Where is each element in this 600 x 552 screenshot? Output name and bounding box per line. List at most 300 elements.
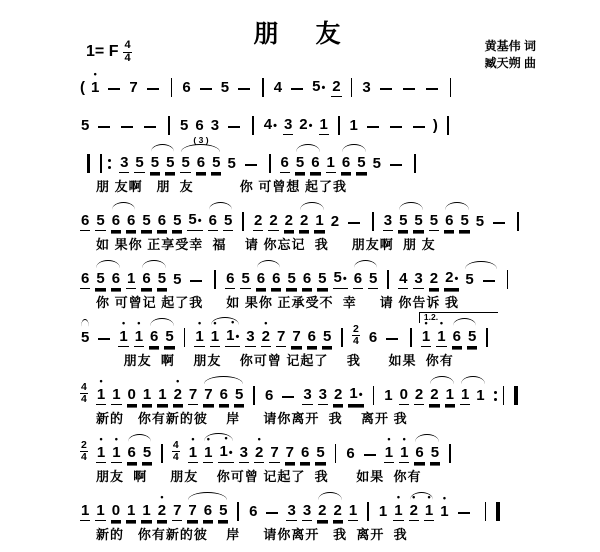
- barline: [503, 386, 505, 405]
- held-note-dash: [364, 454, 376, 456]
- note: 6: [111, 212, 121, 229]
- system: [80, 430, 596, 483]
- slur-arc: [409, 502, 435, 521]
- note: 6: [272, 270, 281, 287]
- note: 5 •: [311, 78, 326, 97]
- notation-line: [80, 430, 596, 463]
- note: 3: [283, 116, 293, 133]
- barline: [242, 212, 244, 231]
- note: 5: [212, 154, 221, 171]
- barline: [496, 502, 499, 521]
- note: 3: [287, 502, 296, 519]
- time-signature: [352, 324, 360, 347]
- slur-arc: [444, 212, 470, 231]
- slur-arc: [149, 328, 175, 347]
- note: • 1: [384, 444, 394, 463]
- notation-line: [80, 372, 596, 405]
- note: 7: [173, 502, 182, 519]
- note: 5: [96, 270, 105, 287]
- time-signature: [172, 440, 180, 463]
- note: 5: [227, 155, 236, 172]
- note: 6: [127, 444, 136, 461]
- note: 3: [414, 270, 423, 287]
- note: 5: [181, 154, 190, 171]
- note: 1: [348, 502, 358, 519]
- barline: [414, 154, 416, 173]
- note: 6: [256, 270, 266, 287]
- key-label: 1= F: [86, 43, 119, 61]
- slur-arc: [414, 444, 440, 463]
- note: 6: [301, 444, 310, 461]
- note: 5: [475, 213, 485, 230]
- held-note-dash: [348, 222, 360, 224]
- note: • 1 •: [225, 327, 240, 347]
- note: 2 •: [298, 116, 313, 135]
- note: 6: [219, 386, 228, 403]
- held-note-dash: [380, 88, 392, 90]
- barline: [269, 154, 271, 173]
- barline: [387, 270, 389, 289]
- held-note-dash: [98, 338, 110, 340]
- note: 6: [226, 270, 235, 287]
- note: • 2: [157, 502, 167, 521]
- note: 6: [368, 329, 378, 346]
- slur-arc: [353, 270, 379, 289]
- slur-arc: [111, 212, 137, 231]
- note: 5: [173, 271, 182, 288]
- slur-arc: [141, 270, 167, 289]
- note: 5: [81, 117, 90, 134]
- slur-arc: [398, 212, 424, 231]
- note: 2: [333, 502, 342, 519]
- system: [80, 135, 596, 194]
- barline: [87, 154, 90, 173]
- slur-arc: [452, 328, 478, 347]
- note: • 2: [261, 328, 271, 347]
- note: 2: [318, 502, 327, 519]
- time-top: 4: [172, 438, 179, 451]
- note: • 1: [96, 444, 106, 463]
- note: • 1: [210, 328, 220, 347]
- slur-arc: [150, 154, 176, 173]
- note: 5: [234, 386, 244, 403]
- note: • 2: [409, 502, 419, 521]
- held-note-dash: [386, 338, 398, 340]
- lyricist-credit: 黄基伟 词: [484, 39, 536, 53]
- note: 5: [220, 79, 230, 96]
- note: 2: [300, 212, 309, 229]
- slur-arc: [95, 270, 121, 289]
- note: 4: [273, 79, 283, 96]
- triplet-label: ( 3 ): [193, 136, 208, 145]
- held-note-dash: [483, 280, 495, 282]
- slur-arc: [203, 443, 234, 463]
- note: 6: [111, 270, 121, 287]
- time-bottom: 4: [81, 392, 87, 405]
- note: 6: [311, 154, 320, 171]
- song-title: 朋 友: [253, 20, 347, 48]
- time-top: 2: [81, 438, 87, 451]
- note: 2: [430, 386, 439, 403]
- note: 2: [269, 212, 278, 229]
- barline: [517, 212, 519, 231]
- slur-arc: [341, 154, 367, 173]
- repeat-end: [494, 386, 522, 405]
- held-note-dash: [266, 512, 278, 514]
- intro-paren: ): [432, 117, 438, 134]
- barline: [253, 386, 255, 405]
- time-bottom: 4: [353, 334, 359, 347]
- note: 6: [445, 212, 454, 229]
- repeat-begin: [83, 154, 111, 173]
- notation-line: [80, 256, 596, 289]
- barline: [252, 116, 254, 135]
- note: 5: [316, 444, 325, 461]
- system: [80, 488, 596, 541]
- time-signature-main: [123, 40, 131, 64]
- slur-arc: [317, 502, 343, 521]
- note: 2: [253, 212, 263, 229]
- time-bottom: 4: [81, 450, 87, 463]
- slur-arc: [295, 154, 321, 173]
- note: 5: [429, 212, 439, 229]
- note: 0: [127, 386, 136, 403]
- barline: [450, 78, 452, 97]
- barline: [367, 502, 369, 521]
- note: 3: [120, 154, 129, 171]
- system: [80, 372, 596, 425]
- note: • 1: [439, 503, 449, 521]
- slur-arc: [256, 270, 282, 289]
- note: 6: [195, 117, 204, 134]
- time-top: 4: [81, 380, 87, 393]
- note: 5: [223, 212, 233, 229]
- note: 5: [165, 328, 174, 345]
- note: 7: [188, 502, 197, 519]
- note: 6: [249, 503, 258, 520]
- system: [80, 314, 596, 367]
- note: 5: [372, 155, 381, 172]
- note: 1: [378, 503, 388, 520]
- system: [80, 102, 596, 135]
- note: 4 •: [263, 116, 278, 135]
- note: 5: [135, 154, 144, 171]
- note: • 1: [134, 328, 144, 347]
- barline: [341, 328, 343, 347]
- barline: [373, 386, 375, 405]
- note: • 1: [203, 444, 213, 463]
- note: 5: [219, 502, 228, 519]
- note: 6: [81, 212, 90, 229]
- held-note-dash: [98, 126, 110, 128]
- note: 3: [303, 386, 312, 403]
- system: [80, 64, 596, 97]
- note: 5: [465, 271, 474, 288]
- note: 5: [142, 212, 151, 229]
- notation-line: [80, 64, 596, 97]
- note: 2: [414, 386, 424, 403]
- note: 7: [204, 386, 213, 403]
- note: 5: [96, 212, 105, 229]
- held-note-dash: [245, 164, 257, 166]
- time-signature: [80, 440, 88, 463]
- note: • 1: [436, 328, 446, 347]
- lyrics-line: 新的 你有新的彼 岸 请你离开 我 离开 我: [96, 527, 408, 542]
- held-note-dash: [200, 88, 212, 90]
- note: 1 •: [348, 385, 363, 405]
- score-area: [80, 64, 596, 546]
- time-top: 2: [353, 322, 359, 335]
- barline: [351, 78, 353, 97]
- note: 1: [445, 386, 454, 403]
- note: 1: [142, 386, 152, 403]
- lyrics-line: 如 果你 正享受幸 福 请 你忘记 我 朋友啊 朋 友: [96, 237, 436, 252]
- note: 6: [346, 445, 355, 462]
- slur-arc: [187, 502, 228, 521]
- barline: [262, 78, 264, 97]
- note: 4: [399, 270, 408, 287]
- note: 5: [460, 212, 469, 229]
- note: 6: [127, 212, 136, 229]
- note: 1: [112, 386, 121, 403]
- note: 6: [142, 270, 151, 287]
- note: 3: [239, 444, 248, 461]
- note: 6: [353, 270, 363, 287]
- note: 6: [208, 212, 217, 229]
- held-note-dash: [228, 126, 240, 128]
- barline: [447, 116, 449, 135]
- intro-paren: (: [80, 79, 85, 96]
- lyrics-line: 新的 你有新的彼 岸 请你离开 我 离开 我: [96, 411, 408, 426]
- note: • 2: [173, 386, 183, 405]
- note: 1: [460, 386, 470, 403]
- note: 1: [326, 154, 335, 171]
- final-barline: [481, 502, 504, 521]
- note: 3: [362, 79, 371, 96]
- note: 3: [246, 328, 255, 345]
- note: 7: [292, 328, 301, 345]
- notation-line: [80, 198, 596, 231]
- held-note-dash: [367, 126, 379, 128]
- note: 5: [295, 154, 305, 171]
- note: 1: [384, 387, 393, 404]
- note: • 1 •: [218, 443, 233, 463]
- held-note-dash: [426, 88, 438, 90]
- held-note-dash: [458, 512, 470, 514]
- note: • 1: [194, 328, 204, 347]
- note: • 1: [393, 502, 403, 521]
- note: 5: [318, 270, 327, 287]
- note: 2: [284, 212, 294, 229]
- time-signature: [80, 382, 88, 405]
- held-note-dash: [121, 126, 133, 128]
- lyrics-line: 朋友 啊 朋友 你可曾 记起了 我 如果 你有: [96, 353, 454, 368]
- note: 3: [302, 502, 312, 519]
- held-note-dash: [291, 88, 303, 90]
- slur-arc: [460, 386, 486, 405]
- note: 6: [196, 154, 206, 171]
- system: [80, 256, 596, 309]
- time-bottom: 4: [124, 51, 131, 64]
- note: 5: [81, 329, 90, 346]
- note: 0: [399, 386, 408, 403]
- note: • 1: [111, 444, 121, 463]
- note: • 1: [188, 444, 198, 463]
- note: • 1: [424, 502, 434, 521]
- note: 7: [276, 328, 286, 345]
- note: • 1: [96, 386, 106, 405]
- note: 5: [180, 117, 189, 134]
- barline: [171, 78, 173, 97]
- note: 6: [157, 212, 167, 229]
- note: 5: [323, 328, 332, 345]
- barline: [168, 116, 170, 135]
- note: 0: [111, 502, 121, 519]
- note: • 1: [118, 328, 128, 347]
- note: 5: [357, 154, 366, 171]
- note: 7: [129, 79, 138, 96]
- slur-arc: [429, 386, 455, 405]
- notation-line: [80, 488, 596, 521]
- slur-arc: [127, 444, 153, 463]
- note: 6: [203, 502, 213, 519]
- note: 6: [182, 79, 191, 96]
- note: 2: [332, 78, 341, 95]
- held-note-dash: [147, 88, 159, 90]
- note: 5: [142, 444, 152, 461]
- lyrics-line: 朋 友啊 朋 友 你 可曾想 起了我: [96, 179, 348, 194]
- note: 5: [414, 212, 423, 229]
- note: 6: [341, 154, 351, 171]
- note: 1: [142, 502, 151, 519]
- note: 2 •: [444, 269, 459, 289]
- slur-arc: [299, 212, 325, 231]
- note: • 1: [421, 328, 431, 347]
- note: 6: [150, 328, 159, 345]
- held-note-dash: [238, 88, 250, 90]
- held-note-dash: [390, 164, 402, 166]
- barline: [486, 328, 488, 347]
- note: 6: [302, 270, 312, 287]
- held-note-dash: [413, 126, 425, 128]
- note: 3: [383, 212, 393, 229]
- triplet-group: [180, 135, 221, 173]
- note: 5 •: [187, 211, 202, 231]
- note: 1: [158, 386, 167, 403]
- held-note-dash: [403, 88, 415, 90]
- barline: [214, 270, 216, 289]
- note: 5: [173, 212, 182, 229]
- barline: [237, 502, 239, 521]
- notation-line: [80, 135, 596, 173]
- barline: [514, 386, 517, 405]
- slur-arc: [80, 329, 90, 347]
- volta-label: 1.2.: [423, 312, 439, 322]
- notation-line: [80, 102, 596, 135]
- note: 2: [334, 386, 343, 403]
- repeat-dots: [108, 154, 111, 173]
- note: 3: [210, 117, 220, 134]
- system: [80, 198, 596, 251]
- held-note-dash: [282, 396, 294, 398]
- note: 2: [330, 213, 340, 230]
- barline: [100, 154, 102, 173]
- slur-arc: [464, 271, 497, 289]
- barline: [485, 502, 487, 521]
- note: 6: [415, 444, 424, 461]
- note: 5: [241, 270, 250, 287]
- barline: [449, 444, 451, 463]
- held-note-dash: [144, 126, 156, 128]
- note: 6: [280, 154, 289, 171]
- note: 5: [369, 270, 378, 287]
- note: 7: [285, 444, 295, 461]
- lyrics-line: 朋友 啊 朋友 你可曾 记起了 我 如果 你有: [96, 469, 422, 484]
- note: 7: [270, 444, 279, 461]
- time-top: 4: [124, 39, 131, 51]
- held-note-dash: [493, 222, 505, 224]
- key-signature: [86, 40, 132, 64]
- time-bottom: 4: [172, 450, 179, 463]
- slur-arc: [203, 386, 244, 405]
- note: 5 •: [333, 269, 348, 289]
- note: 6: [81, 270, 90, 287]
- barline: [184, 328, 186, 347]
- barline: [161, 444, 163, 463]
- note: 5: [287, 270, 296, 287]
- note: • 1: [399, 444, 409, 463]
- repeat-dots: [494, 386, 497, 405]
- note: 6: [307, 328, 317, 345]
- slur-arc: [210, 327, 241, 347]
- note: 1: [315, 212, 324, 229]
- barline: [410, 328, 412, 347]
- note: 6: [452, 328, 461, 345]
- note: 1: [81, 502, 90, 519]
- held-note-dash: [108, 88, 120, 90]
- lyrics-line: 你 可曾记 起了我 如 果你 正承受不 幸 请 你告诉 我: [96, 295, 460, 310]
- held-note-dash: [390, 126, 402, 128]
- barline: [507, 270, 509, 289]
- barline: [338, 116, 340, 135]
- note: 5: [157, 270, 167, 287]
- note: 1: [127, 270, 136, 287]
- note: 1: [96, 502, 105, 519]
- note: 1: [319, 116, 328, 133]
- note: 6: [264, 387, 274, 404]
- volta-bracket: [421, 312, 492, 347]
- composer-credit: 臧天朔 曲: [484, 56, 536, 71]
- note: 2: [429, 270, 439, 287]
- note: 5: [150, 154, 160, 171]
- held-note-dash: [190, 280, 202, 282]
- note: 7: [188, 386, 198, 403]
- note: • 1: [90, 79, 100, 97]
- note: 5: [467, 328, 477, 345]
- barline: [335, 444, 337, 463]
- note: 5: [430, 444, 440, 461]
- slur-arc: [208, 212, 234, 231]
- note: 5: [399, 212, 408, 229]
- barline: [372, 212, 374, 231]
- note: 1: [349, 117, 358, 134]
- note: 3: [318, 386, 327, 403]
- note: 1: [127, 502, 136, 519]
- note: • 2: [254, 444, 264, 463]
- note: 1: [476, 387, 485, 404]
- notation-line: [80, 314, 596, 347]
- note: 5: [166, 154, 175, 171]
